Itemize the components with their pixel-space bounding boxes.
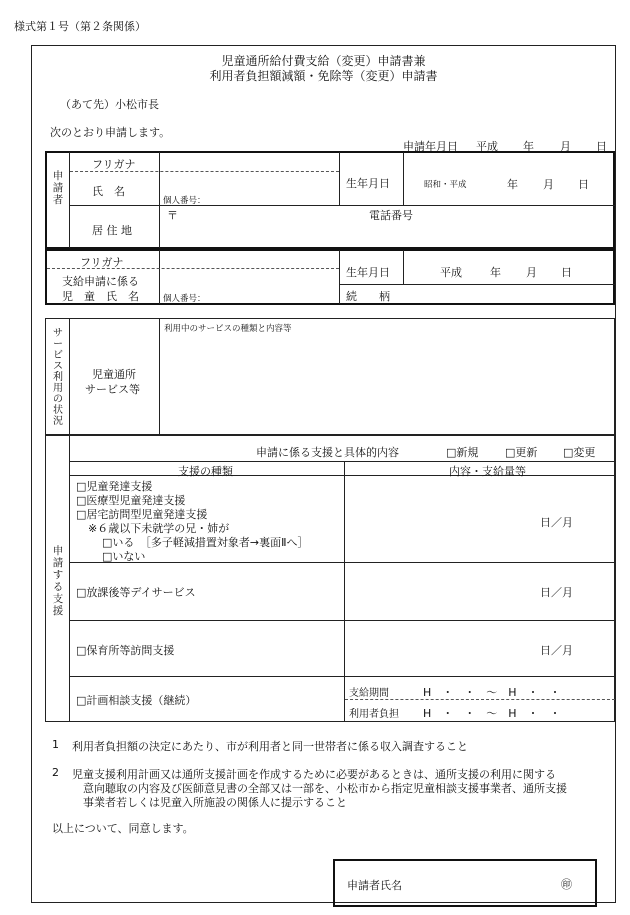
support-header-title: 申請に係る支援と具体的内容	[256, 446, 399, 459]
child-label-line2: 児 童 氏 名	[62, 290, 139, 303]
applicant-birth-era: 昭和・平成	[424, 180, 467, 190]
period-value: H ・ ・ 〜 H ・ ・	[423, 686, 561, 699]
consent-item-1: 利用者負担額の決定にあたり、市が利用者と同一世帯者に係る収入調査すること	[72, 740, 468, 753]
plan-consult-option[interactable]: □計画相談支援（継続）	[76, 694, 197, 707]
service-label-line1: 児童通所	[92, 368, 136, 381]
child-birthdate-label: 生年月日	[346, 266, 390, 279]
title-line2: 利用者負担額減額・免除等（変更）申請書	[209, 69, 438, 83]
intro-text: 次のとおり申請します。	[50, 126, 171, 139]
applicant-section-label: 申請者	[52, 170, 64, 206]
after-school-option[interactable]: □放課後等デイサービス	[76, 586, 196, 599]
list-item[interactable]: □いない	[102, 550, 146, 563]
nursery-visit-option[interactable]: □保育所等訪問支援	[76, 644, 175, 657]
service-note: 利用中のサービスの種類と内容等	[164, 324, 292, 334]
list-item[interactable]: □児童発達支援	[76, 480, 153, 493]
form-number: 様式第１号（第２条関係）	[14, 20, 146, 33]
signature-label: 申請者氏名	[347, 879, 402, 892]
phone-label: 電話番号	[369, 209, 413, 222]
consent-closing: 以上について、同意します。	[52, 822, 194, 835]
support-section-label: 申請する支援	[52, 545, 64, 617]
unit-label: 日／月	[540, 644, 573, 657]
consent-item-2-line3: 事業者若しくは児童入所施設の関係人に提示すること	[83, 796, 347, 809]
applicant-birthdate-label: 生年月日	[346, 177, 390, 190]
option-new[interactable]: □新規	[446, 446, 479, 459]
period-label: 支給期間	[349, 688, 389, 699]
applicant-id-label: 個人番号：	[163, 196, 206, 206]
list-item[interactable]: □いる ［多子軽減措置対象者→裏面Ⅱへ］	[102, 536, 309, 549]
applicant-name-label: 氏 名	[92, 185, 125, 198]
addressee: （あて先）小松市長	[60, 98, 159, 111]
child-furigana-label: フリガナ	[80, 256, 124, 269]
unit-label: 日／月	[540, 586, 573, 599]
consent-item-2-line1: 児童支援利用計画又は通所支援計画を作成するために必要があるときは、通所支援の利用に関する	[72, 768, 556, 781]
unit-label: 日／月	[540, 516, 573, 529]
applicant-address-label: 居 住 地	[92, 224, 132, 237]
child-label-line1: 支給申請に係る	[62, 275, 139, 288]
list-item[interactable]: □居宅訪問型児童発達支援	[76, 508, 208, 521]
applicant-furigana-label: フリガナ	[92, 158, 136, 171]
service-label-line2: サービス等	[85, 383, 140, 396]
col-content-header: 内容・支給量等	[449, 465, 526, 478]
option-renew[interactable]: □更新	[505, 446, 538, 459]
burden-value: H ・ ・ 〜 H ・ ・	[423, 707, 561, 720]
list-item[interactable]: □医療型児童発達支援	[76, 494, 186, 507]
option-change[interactable]: □変更	[563, 446, 596, 459]
postal-mark: 〒	[167, 209, 178, 222]
child-birth-era: 平成	[440, 266, 462, 279]
seal-mark: ㊞	[561, 878, 572, 891]
consent-item-2-line2: 意向聴取の内容及び医師意見書の全部又は一部を、小松市から指定児童相談支援事業者、通所支援	[83, 782, 567, 795]
child-relation-label: 続 柄	[346, 290, 390, 303]
service-status-section-label: サービス利用の状況	[53, 328, 63, 427]
child-id-label: 個人番号：	[163, 294, 206, 304]
list-item: ※６歳以下未就学の兄・姉が	[88, 522, 230, 535]
col-type-header: 支援の種類	[178, 465, 233, 478]
burden-label: 利用者負担	[349, 709, 399, 720]
title-line1: 児童通所給付費支給（変更）申請書兼	[221, 54, 426, 68]
